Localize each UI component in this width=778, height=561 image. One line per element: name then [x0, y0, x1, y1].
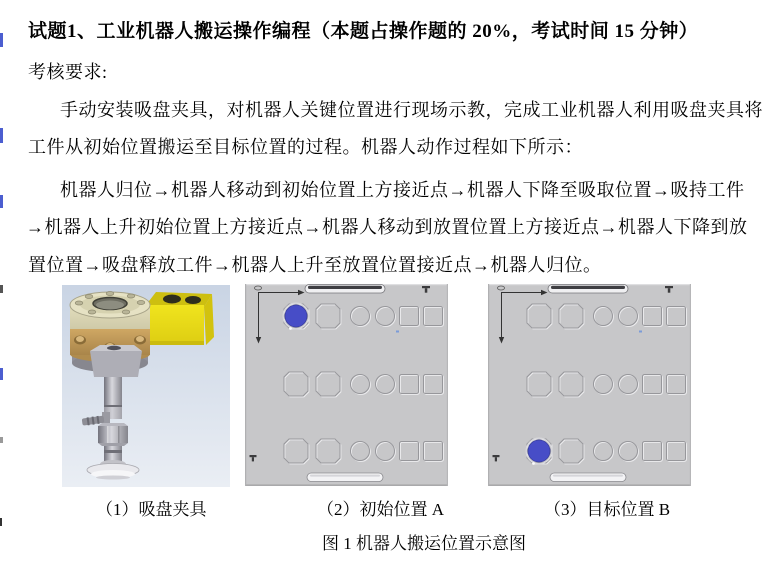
subcaption-gripper: （1）吸盘夹具 — [96, 500, 207, 519]
pallet-plate-a — [245, 284, 448, 486]
suction-gripper-render — [62, 285, 230, 487]
flange-ring — [70, 292, 150, 330]
process-line-1: 机器人归位→机器人移动到初始位置上方接近点→机器人下降至吸取位置→吸持工件 — [60, 180, 745, 200]
process-line-3: 置位置→吸盘释放工件→机器人上升至放置位置接近点→机器人归位。 — [28, 255, 602, 275]
left-margin-artifact — [0, 128, 3, 143]
process-line-2: →机器人上升初始位置上方接近点→机器人移动到放置位置上方接近点→机器人下降到放 — [26, 217, 748, 237]
requirement-line-1: 手动安装吸盘夹具，对机器人关键位置进行现场示教，完成工业机器人利用吸盘夹具将 — [60, 100, 763, 120]
plate-image-initial-a — [245, 284, 448, 486]
mount-block — [90, 345, 142, 377]
left-margin-artifact — [0, 33, 3, 47]
exam-title: 试题1、工业机器人搬运操作编程（本题占操作题的 20%，考试时间 15 分钟） — [28, 21, 699, 42]
section-heading: 考核要求: — [28, 62, 108, 82]
left-margin-artifact — [0, 285, 3, 293]
yellow-box — [146, 292, 214, 345]
left-margin-artifact — [0, 437, 3, 443]
workpiece-disc — [285, 305, 307, 327]
workpiece-disc — [528, 440, 550, 462]
gripper-image — [62, 285, 230, 487]
subcaption-initial-a: （2）初始位置 A — [317, 500, 445, 519]
left-margin-artifact — [0, 195, 3, 208]
left-margin-artifact — [0, 518, 2, 526]
requirement-line-2: 工件从初始位置搬运至目标位置的过程。机器人动作过程如下所示： — [28, 137, 583, 157]
subcaption-target-b: （3）目标位置 B — [544, 500, 671, 519]
left-margin-artifact — [0, 368, 3, 380]
pallet-plate-b — [488, 284, 691, 486]
plate-image-target-b — [488, 284, 691, 486]
figure-caption: 图 1 机器人搬运位置示意图 — [322, 534, 526, 553]
